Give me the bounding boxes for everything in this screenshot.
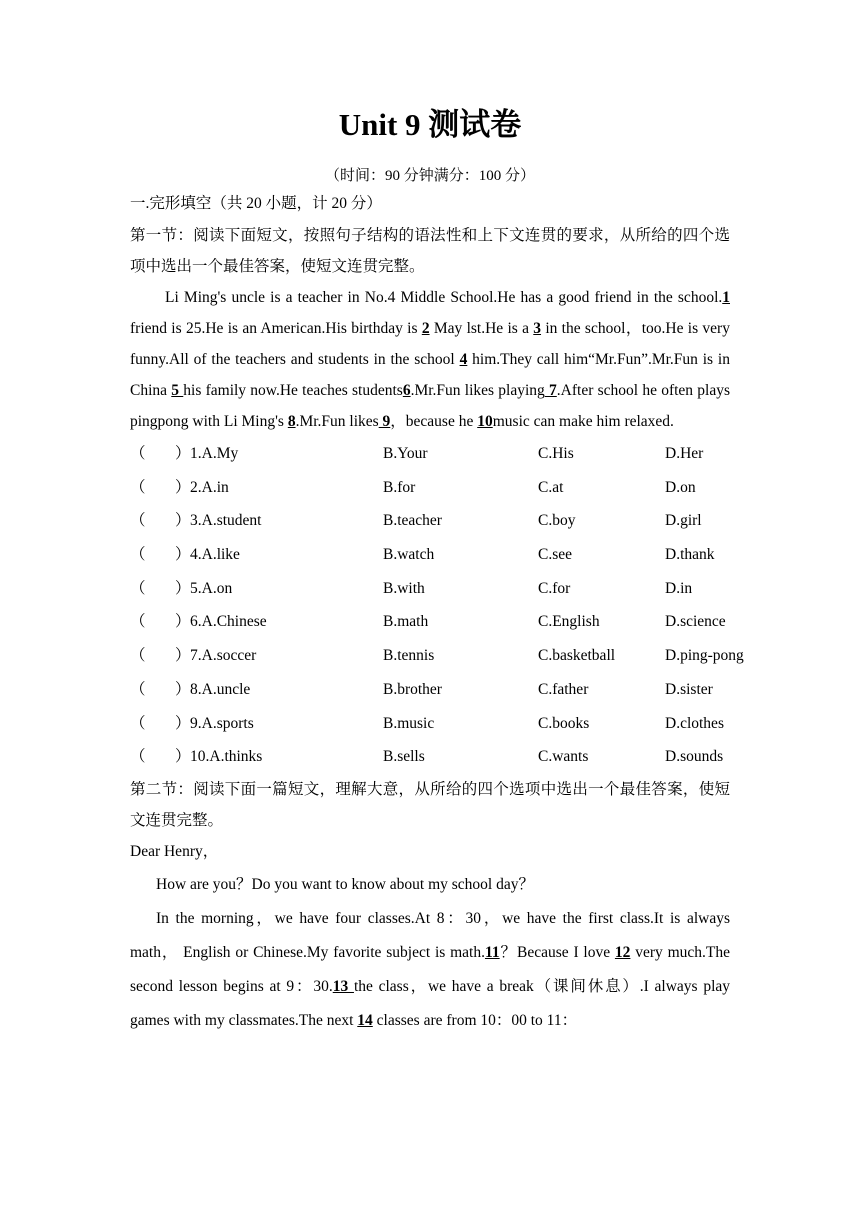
option-a[interactable]: 10.A.thinks <box>190 748 263 766</box>
question-list <box>130 437 744 774</box>
letter-paragraph-2 <box>130 902 730 1038</box>
option-a[interactable]: 7.A.soccer <box>190 647 257 665</box>
option-a[interactable]: 8.A.uncle <box>190 680 251 698</box>
option-c[interactable]: C.books <box>538 714 590 732</box>
option-c[interactable]: C.for <box>538 579 571 597</box>
question-row <box>130 673 730 707</box>
passage-text: May lst.He is a <box>429 320 534 337</box>
answer-bracket-open: （ <box>130 546 146 564</box>
option-b[interactable]: B.math <box>383 613 429 631</box>
passage-text: in the school，too.He is very funny.All of the teachers and students in the school <box>130 320 730 368</box>
blank-number: 3 <box>533 320 542 337</box>
answer-bracket-open: （ <box>130 512 146 530</box>
option-a[interactable]: 3.A.student <box>190 512 262 530</box>
question-row <box>130 707 730 741</box>
option-a[interactable]: 4.A.like <box>190 546 240 564</box>
answer-bracket-close: ） <box>175 680 191 698</box>
blank-number: 7 <box>544 382 557 399</box>
section-heading: 一.完形填空（共 20 小题，计 20 分） <box>130 195 382 212</box>
answer-bracket-close: ） <box>175 647 191 665</box>
option-a[interactable]: 5.A.on <box>190 579 233 597</box>
blank-number: 11 <box>484 943 500 961</box>
option-b[interactable]: B.with <box>383 579 425 597</box>
passage-text: his family now.He teaches students <box>183 382 403 399</box>
answer-bracket-close: ） <box>175 512 191 530</box>
option-b[interactable]: B.watch <box>383 546 435 564</box>
option-c[interactable]: C.wants <box>538 748 589 766</box>
option-a[interactable]: 9.A.sports <box>190 714 254 732</box>
passage-text: .Mr.Fun likes playing <box>410 382 545 399</box>
option-b[interactable]: B.for <box>383 478 416 496</box>
question-row <box>130 639 744 673</box>
blank-number: 12 <box>614 943 631 961</box>
blank-number: 1 <box>722 289 730 306</box>
exam-page <box>130 100 744 1038</box>
letter-greeting: Dear Henry， <box>130 842 219 860</box>
blank-number: 14 <box>357 1011 373 1029</box>
cloze-passage <box>130 282 730 437</box>
exam-time-info: （时间：90 分钟满分：100 分） <box>324 168 535 184</box>
answer-bracket-open: （ <box>130 478 146 496</box>
part1-instructions: 第一节：阅读下面短文，按照句子结构的语法性和上下文连贯的要求，从所给的四个选项中选出一个最佳答案，使短文连贯完整。 <box>130 227 730 275</box>
option-d[interactable]: D.in <box>665 579 693 597</box>
question-row <box>130 572 730 606</box>
blank-number: 8 <box>287 413 296 430</box>
part2-instructions: 第二节：阅读下面一篇短文，理解大意，从所给的四个选项中选出一个最佳答案，使短文连贯完整。 <box>130 780 730 829</box>
blank-number: 2 <box>421 320 430 337</box>
option-a[interactable]: 2.A.in <box>190 478 229 496</box>
blank-number: 13 <box>332 977 354 995</box>
answer-bracket-close: ） <box>175 748 191 766</box>
passage-text: .Mr.Fun likes <box>295 413 379 430</box>
answer-bracket-close: ） <box>175 613 191 631</box>
answer-bracket-open: （ <box>130 445 146 462</box>
page-title: Unit 9 测试卷 <box>338 107 522 142</box>
passage-text: music can make him relaxed. <box>492 413 674 430</box>
option-c[interactable]: C.see <box>538 546 573 564</box>
answer-bracket-open: （ <box>130 748 146 766</box>
letter-paragraph-1: How are you？Do you want to know about my school day？ <box>156 875 534 893</box>
passage-text: In the morning，we have four classes.At 8：30，we have the first class.It is always math， English or Chinese.My favorite subject is math. <box>130 909 730 961</box>
option-d[interactable]: D.science <box>665 613 726 631</box>
answer-bracket-open: （ <box>130 613 146 631</box>
answer-bracket-open: （ <box>130 647 146 665</box>
passage-text: ，because he <box>390 413 478 430</box>
option-c[interactable]: C.English <box>538 613 600 631</box>
option-c[interactable]: C.father <box>538 680 589 698</box>
passage-text: very much.The second lesson begins at 9：30. <box>130 943 730 995</box>
passage-text: classes are from 10：00 to 11： <box>372 1011 578 1029</box>
option-b[interactable]: B.brother <box>383 680 442 698</box>
option-b[interactable]: B.sells <box>383 748 425 766</box>
option-d[interactable]: D.ping-pong <box>665 647 744 665</box>
blank-number: 6 <box>402 382 411 399</box>
question-row <box>130 538 730 572</box>
question-row <box>130 504 730 538</box>
blank-number: 4 <box>459 351 468 368</box>
option-d[interactable]: D.on <box>665 478 696 496</box>
blank-number: 9 <box>378 413 391 430</box>
option-d[interactable]: D.sister <box>665 680 713 698</box>
question-row <box>130 471 730 505</box>
answer-bracket-close: ） <box>175 579 191 597</box>
answer-bracket-open: （ <box>130 714 146 732</box>
passage-text: Li Ming's uncle is a teacher in No.4 Middle School.He has a good friend in the school. <box>165 289 723 306</box>
answer-bracket-open: （ <box>130 579 146 597</box>
option-b[interactable]: B.music <box>383 714 435 732</box>
option-b[interactable]: B.tennis <box>383 647 435 665</box>
option-c[interactable]: C.at <box>538 478 564 496</box>
passage-text: the class，we have a break（课间休息）.I always play games with my classmates.The next <box>130 977 731 1029</box>
answer-bracket-close: ） <box>175 714 191 732</box>
option-a[interactable]: 6.A.Chinese <box>190 613 267 631</box>
option-d[interactable]: D.Her <box>665 445 704 462</box>
passage-text: friend is 25.He is an American.His birthday is <box>130 320 422 337</box>
option-b[interactable]: B.teacher <box>383 512 442 530</box>
blank-number: 10 <box>477 413 493 430</box>
blank-number: 5 <box>171 382 184 399</box>
option-d[interactable]: D.clothes <box>665 714 724 732</box>
question-row <box>130 437 730 471</box>
option-c[interactable]: C.boy <box>538 512 576 530</box>
option-a[interactable]: 1.A.My <box>190 445 239 462</box>
passage-text: .After school he often plays pingpong with Li Ming's <box>130 382 730 430</box>
option-d[interactable]: D.thank <box>665 546 715 564</box>
passage-text: him.They call him“Mr.Fun”.Mr.Fun is in China <box>130 351 730 399</box>
answer-bracket-open: （ <box>130 680 146 698</box>
option-c[interactable]: C.His <box>538 445 574 462</box>
option-b[interactable]: B.Your <box>383 445 428 462</box>
option-c[interactable]: C.basketball <box>538 647 616 665</box>
option-d[interactable]: D.girl <box>665 512 702 530</box>
option-d[interactable]: D.sounds <box>665 748 724 766</box>
question-row <box>130 740 730 774</box>
question-row <box>130 605 730 639</box>
answer-bracket-close: ） <box>175 445 191 462</box>
answer-bracket-close: ） <box>175 478 191 496</box>
answer-bracket-close: ） <box>175 546 191 564</box>
passage-text: ？Because I love <box>499 943 615 961</box>
